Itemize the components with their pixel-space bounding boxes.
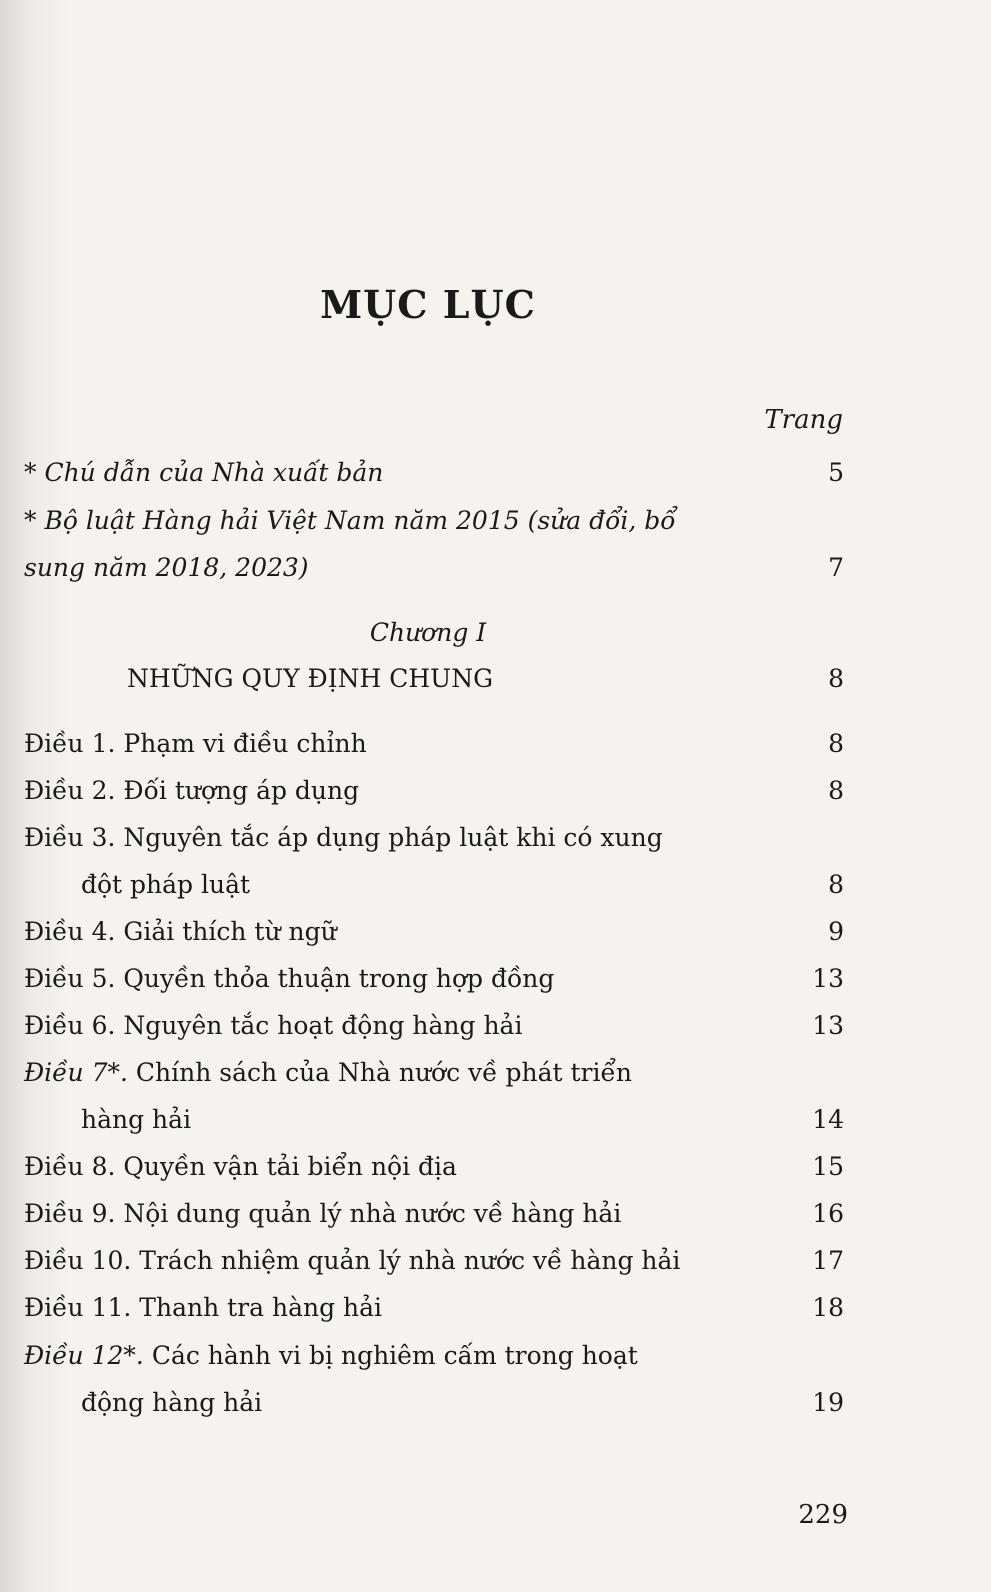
toc-article-text: [24, 1058, 632, 1087]
toc-article-page: 8: [828, 870, 844, 899]
toc-article-page: 18: [812, 1293, 844, 1322]
toc-article-text: Điều 3. Nguyên tắc áp dụng pháp luật khi có xung: [24, 823, 663, 852]
toc-article: [24, 917, 844, 957]
toc-article: [24, 1246, 844, 1286]
column-header-page: Trang: [764, 405, 843, 435]
toc-entry-page: 8: [828, 664, 844, 693]
chapter-heading: NHỮNG QUY ĐỊNH CHUNG: [127, 664, 494, 693]
toc-entry-text: * Bộ luật Hàng hải Việt Nam năm 2015 (sửa đổi, bổ: [24, 506, 676, 535]
toc-article-page: 17: [812, 1246, 844, 1275]
toc-article-page: 9: [828, 917, 844, 946]
toc-article-text: Điều 4. Giải thích từ ngữ: [24, 917, 337, 946]
toc-article-text: Điều 11. Thanh tra hàng hải: [24, 1293, 383, 1322]
toc-article-text: Điều 9. Nội dung quản lý nhà nước về hàng hải: [24, 1199, 622, 1228]
toc-article-text: Điều 6. Nguyên tắc hoạt động hàng hải: [24, 1011, 523, 1040]
toc-article-page: 13: [812, 1011, 844, 1040]
toc-article-text: Điều 8. Quyền vận tải biển nội địa: [24, 1152, 457, 1181]
toc-article: [24, 1105, 844, 1145]
toc-article: [24, 1341, 844, 1381]
chapter-label: Chương I: [369, 618, 487, 647]
toc-article: [24, 1058, 844, 1098]
toc-article: [24, 1152, 844, 1192]
toc-article: [24, 776, 844, 816]
toc-article-text-continued: đột pháp luật: [81, 870, 251, 899]
toc-article-text: Điều 5. Quyền thỏa thuận trong hợp đồng: [24, 964, 555, 993]
toc-article-text: Điều 1. Phạm vi điều chỉnh: [24, 729, 367, 758]
toc-article: [24, 964, 844, 1004]
toc-article: [24, 1388, 844, 1428]
toc-entry-page: 7: [828, 553, 844, 582]
toc-entry: [24, 506, 844, 546]
toc-entry: [24, 458, 844, 498]
toc-article-page: 8: [828, 729, 844, 758]
toc-article-text-continued: hàng hải: [81, 1105, 192, 1134]
toc-article-page: 8: [828, 776, 844, 805]
toc-entry-page: 5: [828, 458, 844, 487]
toc-article: [24, 870, 844, 910]
page-number: 229: [798, 1500, 848, 1530]
toc-article-page: 19: [812, 1388, 844, 1417]
toc-article-page: 15: [812, 1152, 844, 1181]
toc-article-text-continued: động hàng hải: [81, 1388, 263, 1417]
toc-entry: [24, 553, 844, 593]
toc-article-label: Điều 7*.: [24, 1058, 128, 1087]
toc-article-text: [24, 1341, 638, 1370]
toc-entry-text-continued: sung năm 2018, 2023): [24, 553, 309, 582]
toc-article: [24, 1293, 844, 1333]
toc-article-page: 14: [812, 1105, 844, 1134]
toc-article-page: 13: [812, 964, 844, 993]
toc-article-text: Điều 10. Trách nhiệm quản lý nhà nước về hàng hải: [24, 1246, 681, 1275]
toc-article-page: 16: [812, 1199, 844, 1228]
toc-article-title: Chính sách của Nhà nước về phát triển: [127, 1058, 632, 1087]
toc-article: [24, 1011, 844, 1051]
toc-article-label: Điều 12*.: [24, 1341, 144, 1370]
toc-article: [24, 1199, 844, 1239]
toc-article: [24, 823, 844, 863]
toc-article-title: Các hành vi bị nghiêm cấm trong hoạt: [143, 1341, 638, 1370]
toc-article: [24, 729, 844, 769]
page-title: MỤC LỤC: [320, 282, 536, 327]
chapter-heading-row: [24, 664, 844, 704]
toc-article-text: Điều 2. Đối tượng áp dụng: [24, 776, 360, 805]
toc-entry-text: * Chú dẫn của Nhà xuất bản: [24, 458, 384, 487]
